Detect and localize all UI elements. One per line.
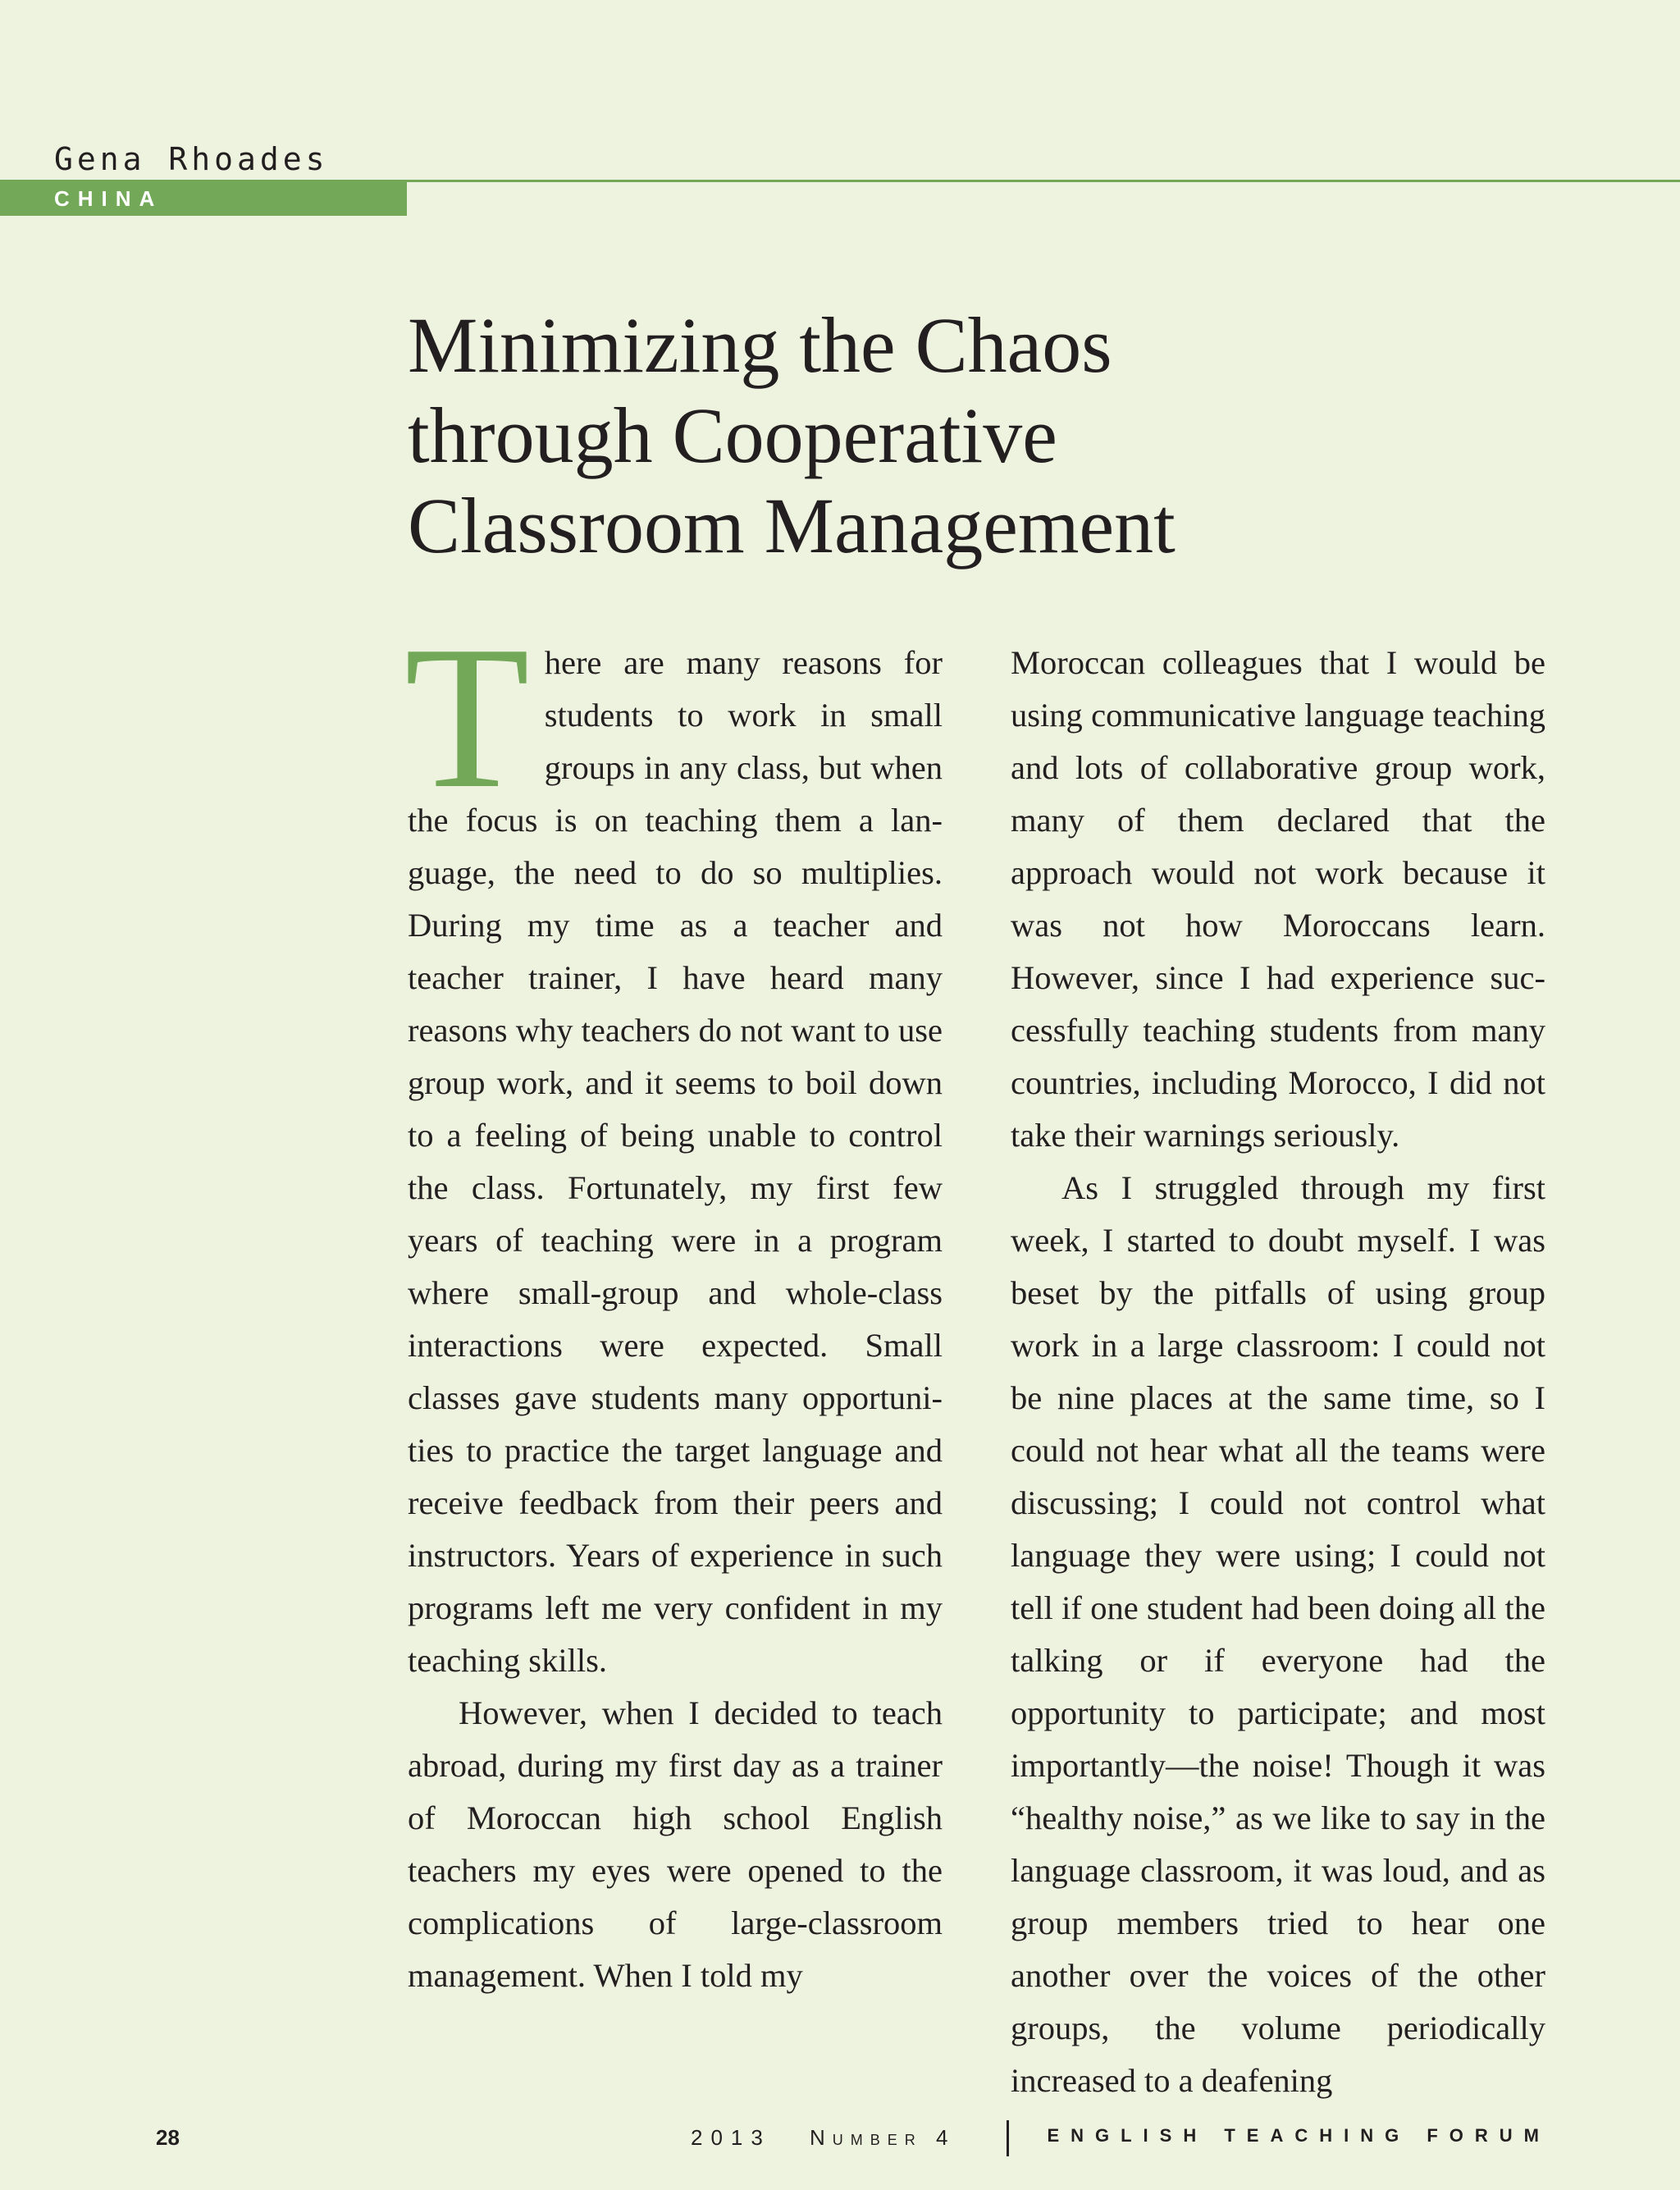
title-line-1: Minimizing the Chaos	[408, 301, 1112, 389]
footer-issue: Number 4	[810, 2125, 956, 2150]
article-title	[408, 300, 1474, 571]
running-footer	[691, 2125, 1550, 2158]
article-paragraph-3: As I struggled through my first week, I started to doubt myself. I was beset by the pitfalls of using group work in a large classroom: I could not be nine places at the same time, so I could not hear what all the teams were discussing; I could not control what language they were using; I could not tell if one student had been doing all the talking or if everyone had the opportunity to participate; and most importantly—the noise! Though it was “healthy noise,” as we like to say in the language classroom, it was loud, and as group members tried to hear one another over the voices of the other groups, the volume periodically increased to a deafening	[1011, 1169, 1545, 2099]
footer-journal: ENGLISH TEACHING FORUM	[1047, 2125, 1550, 2146]
title-line-3: Classroom Management	[408, 482, 1176, 569]
author-name: Gena Rhoades	[54, 141, 329, 177]
article-paragraph-2-continued: Moroccan colleagues that I would be using communicative language teaching and lots of collaborative group work, many of them declared that the approach would not work because it was not how Moroccans learn. However, since I had experience successfully teaching students from many countries, including Morocco, I did not take their warnings seriously.	[1011, 644, 1545, 1154]
page-number: 28	[156, 2125, 180, 2150]
article-column-right	[1011, 637, 1545, 2099]
author-country: CHINA	[54, 186, 163, 211]
article-column-left	[404, 604, 943, 2032]
article-paragraph-1	[404, 604, 943, 1687]
drop-cap: T	[404, 604, 530, 831]
title-line-2: through Cooperative	[408, 391, 1057, 479]
article-paragraph-2: However, when I decided to teach abroad, during my first day as a trainer of Moroccan high school English teachers my eyes were opened to the complications of large-classroom management. When I told my	[408, 1694, 943, 1994]
paragraph-1-text: here are many reasons for students to work in small groups in any class, but when the focus is on teaching them a language, the need to do so multiplies. During my time as a teacher and teacher trainer, I have heard many reasons why teachers do not want to use group work, and it seems to boil down to a feeling of being unable to control the class. Fortunately, my first few years of teaching were in a program where small-group and whole-class interactions were expected. Small classes gave students many opportunities to practice the target language and receive feedback from their peers and instructors. Years of experience in such programs left me very confident in my teaching skills.	[408, 644, 943, 1679]
footer-year: 2013	[691, 2125, 771, 2150]
footer-separator	[1007, 2120, 1009, 2156]
